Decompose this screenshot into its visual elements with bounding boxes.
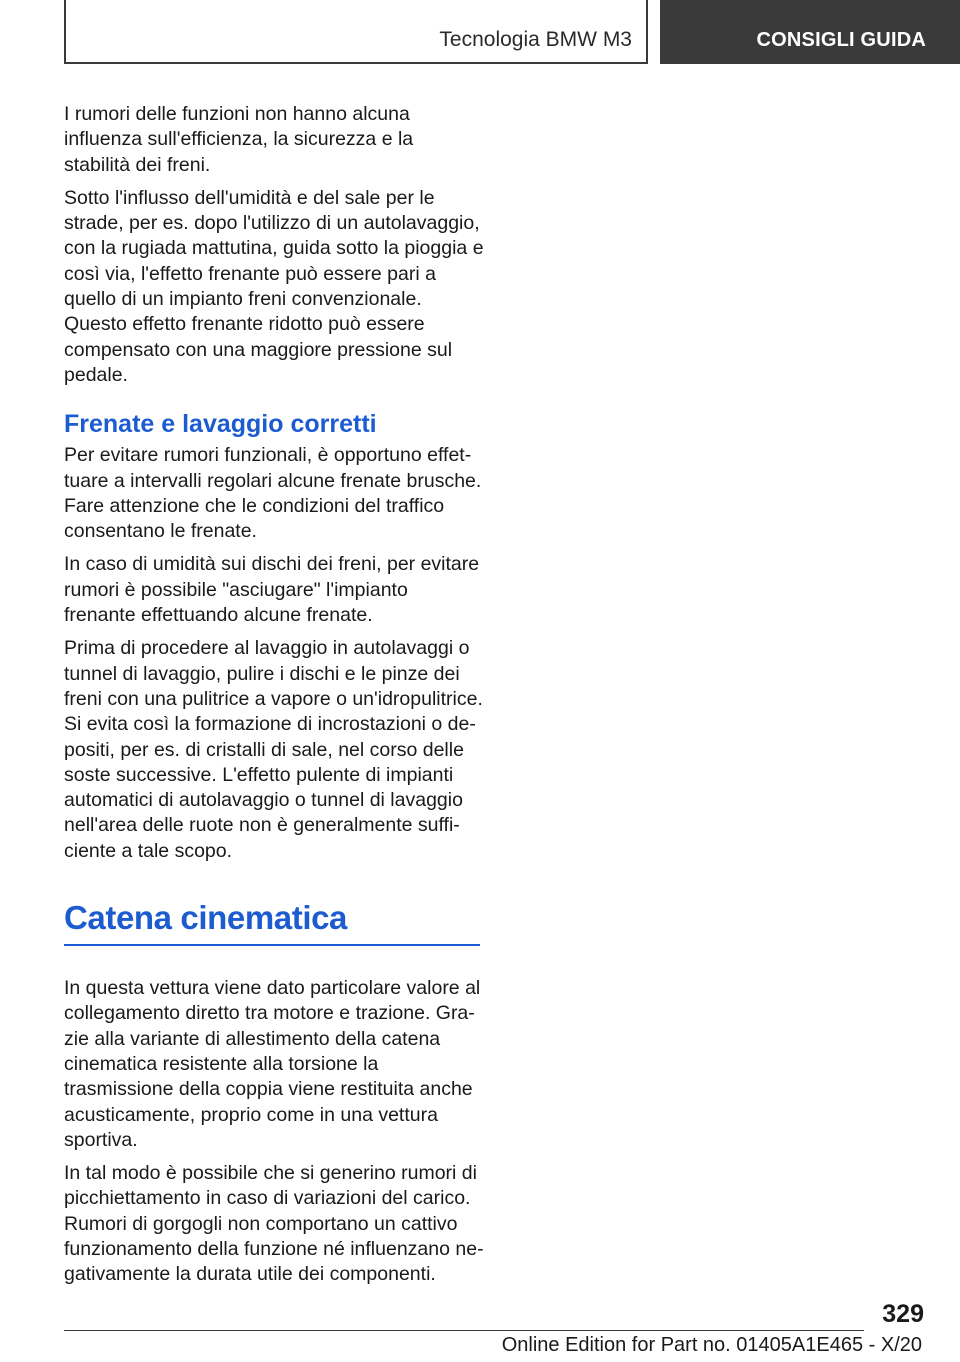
footer-edition-text: Online Edition for Part no. 01405A1E465 - X/20	[501, 1334, 922, 1356]
paragraph: In tal modo è possibile che si generino rumori di picchiettamento in caso di variazioni del carico. Rumori di gorgogli non comportano un cattivo funzionamento della funzione né influenzano negativamente la durata utile dei componenti.	[64, 1162, 484, 1286]
footer-divider	[64, 1330, 864, 1331]
paragraph: I rumori delle funzioni non hanno alcuna influenza sull'efficienza, la sicurezza e la stabilità dei freni.	[64, 103, 414, 176]
subheading: Frenate e lavaggio corretti	[64, 410, 377, 439]
paragraph: In questa vettura viene dato particolare valore al collegamento diretto tra motore e trazione. Grazie alla variante di allestimento della catena cinematica resistente alla torsione la trasmissione della coppia viene restituita anche acusticamente, proprio come in una vettura sportiva.	[64, 977, 481, 1151]
header-section-box	[64, 0, 648, 64]
page-content	[64, 102, 484, 1296]
paragraph: Sotto l'influsso dell'umidità e del sale per le strade, per es. dopo l'utilizzo di un autolavaggio, con la rugiada mattutina, guida sotto la pioggia e così via, l'effetto frenante può essere pari a quello di un impianto freni convenzionale. Questo effetto frenante ridotto può essere compensato con una maggiore pressione sul pedale.	[64, 186, 484, 386]
paragraph: Per evitare rumori funzionali, è opportuno effettuare a intervalli regolari alcune frenate brusche. Fare attenzione che le condizioni del traffico consentano le frenate.	[64, 444, 482, 543]
header-section-title: Tecnologia BMW M3	[439, 28, 632, 51]
paragraph: Prima di procedere al lavaggio in autolavaggi o tunnel di lavaggio, pulire i dischi e le pinze dei freni con una pulitrice a vapore o un'idropulitrice. Si evita così la formazione di incrostazioni o depositi, per es. di cristalli di sale, nel corso delle soste successive. L'effetto pulente di impianti automatici di autolavaggio o tunnel di lavaggio nell'area delle ruote non è generalmente sufficiente a tale scopo.	[64, 637, 483, 862]
section-heading: Catena cinematica	[64, 898, 480, 946]
header-chapter-tab	[660, 0, 960, 64]
paragraph: In caso di umidità sui dischi dei freni, per evitare rumori è possibile "asciugare" l'impianto frenante effettuando alcune frenate.	[64, 553, 480, 627]
page-number: 329	[882, 1300, 924, 1328]
chapter-tab-label: CONSIGLI GUIDA	[756, 29, 926, 51]
